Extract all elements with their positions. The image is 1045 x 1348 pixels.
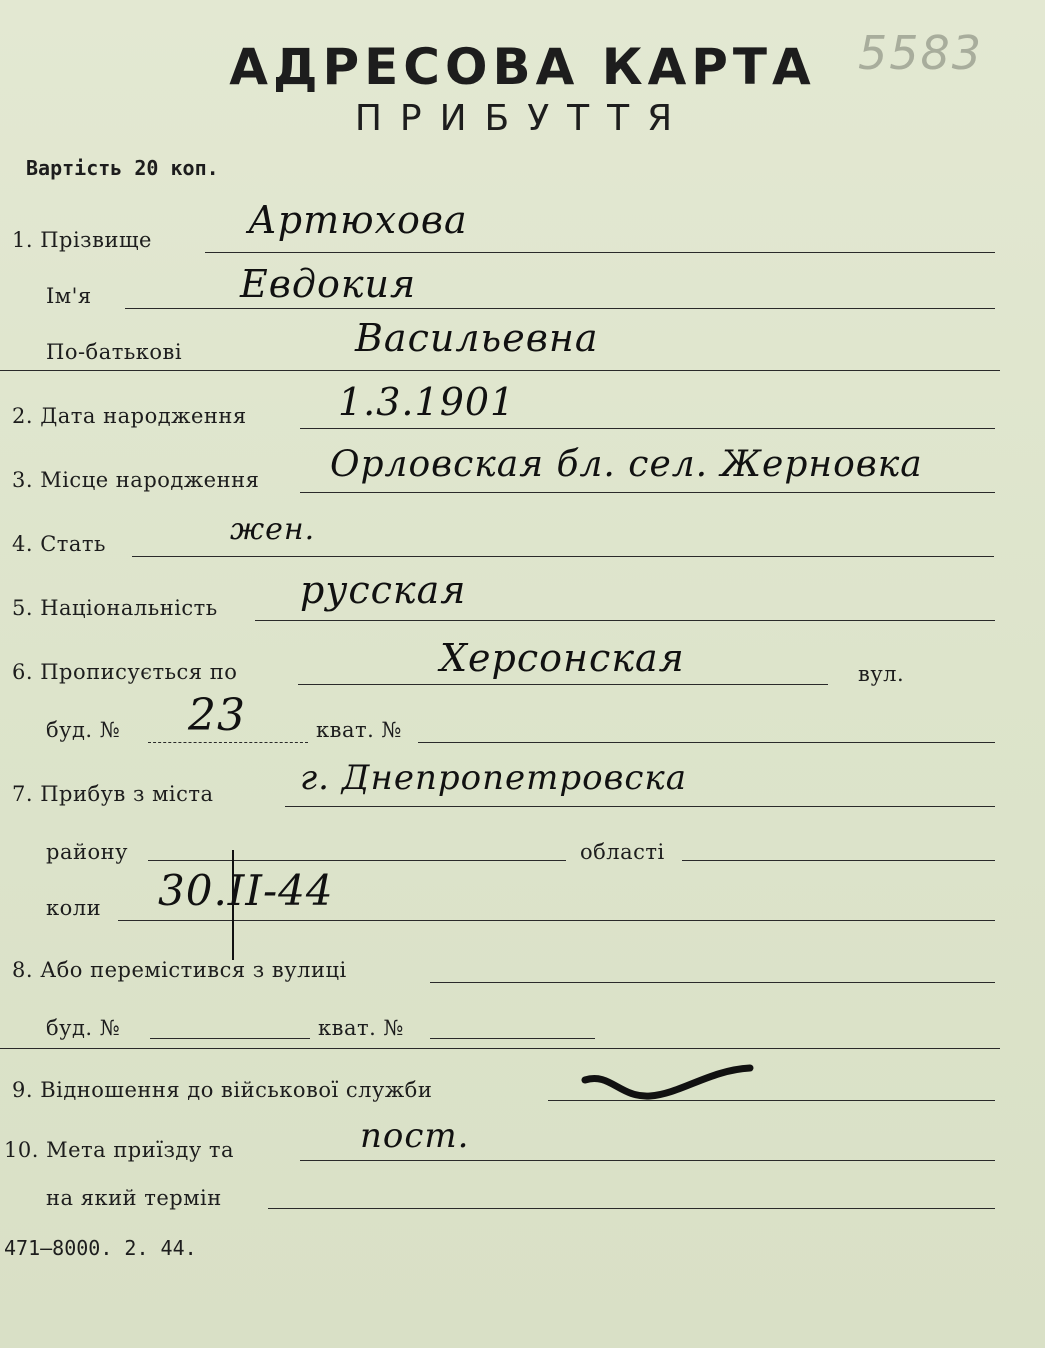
purpose-value: пост. bbox=[360, 1116, 470, 1156]
birth-date-line bbox=[300, 428, 995, 429]
nationality-value: русская bbox=[300, 568, 467, 612]
birth-place-label: 3. Місце народження bbox=[12, 468, 260, 492]
archive-number: 5583 bbox=[858, 26, 984, 80]
when-value: 30.II-44 bbox=[158, 866, 334, 915]
region-line bbox=[682, 860, 995, 861]
purpose-label: 10. Мета приїзду та bbox=[4, 1138, 235, 1162]
district-label: району bbox=[46, 840, 128, 864]
apt-line bbox=[418, 742, 995, 743]
purpose-line bbox=[300, 1160, 995, 1161]
term-label: на який термін bbox=[46, 1186, 222, 1210]
sex-value: жен. bbox=[230, 512, 316, 547]
sex-label: 4. Стать bbox=[12, 532, 106, 556]
street-suffix: вул. bbox=[858, 662, 905, 686]
moved-from-line bbox=[430, 982, 995, 983]
arrived-from-line bbox=[285, 806, 995, 807]
name-label: Ім'я bbox=[46, 284, 92, 308]
print-code: 471—8000. 2. 44. bbox=[4, 1236, 197, 1260]
building2-label: буд. № bbox=[46, 1016, 121, 1040]
building-value: 23 bbox=[188, 690, 246, 741]
building-line bbox=[148, 742, 308, 743]
apt-label: кват. № bbox=[316, 718, 402, 742]
nationality-line bbox=[255, 620, 995, 621]
name-value: Евдокия bbox=[240, 262, 417, 306]
building2-line bbox=[150, 1038, 310, 1039]
region-label: області bbox=[580, 840, 665, 864]
building-label: буд. № bbox=[46, 718, 121, 742]
birth-place-value: Орловская бл. сел. Жерновка bbox=[330, 444, 923, 485]
arrived-from-label: 7. Прибув з міста bbox=[12, 782, 214, 806]
pen-mark bbox=[232, 850, 234, 960]
name-line bbox=[125, 308, 995, 309]
birth-place-line bbox=[300, 492, 995, 493]
military-line bbox=[548, 1100, 995, 1101]
apt2-line bbox=[430, 1038, 595, 1039]
price-label: Вартість 20 коп. bbox=[26, 156, 219, 180]
surname-label: 1. Прізвище bbox=[12, 228, 152, 252]
birth-date-label: 2. Дата народження bbox=[12, 404, 247, 428]
patronymic-value: Васильевна bbox=[355, 316, 599, 360]
patronymic-label: По-батькові bbox=[46, 340, 183, 364]
patronymic-line bbox=[0, 370, 1000, 371]
sex-line bbox=[132, 556, 994, 557]
card-title: АДРЕСОВА КАРТА bbox=[229, 38, 816, 96]
surname-line bbox=[205, 252, 995, 253]
moved-from-label: 8. Або перемістився з вулиці bbox=[12, 958, 347, 982]
district-line bbox=[148, 860, 566, 861]
arrived-from-value: г. Днепропетровска bbox=[300, 758, 687, 798]
apt2-label: кват. № bbox=[318, 1016, 404, 1040]
nationality-label: 5. Національність bbox=[12, 596, 218, 620]
registered-value: Херсонская bbox=[440, 636, 685, 680]
when-line bbox=[118, 920, 995, 921]
term-line bbox=[268, 1208, 995, 1209]
military-label: 9. Відношення до військової служби bbox=[12, 1078, 433, 1102]
birth-date-value: 1.3.1901 bbox=[338, 380, 516, 424]
surname-value: Артюхова bbox=[248, 198, 468, 242]
registered-line bbox=[298, 684, 828, 685]
when-label: коли bbox=[46, 896, 102, 920]
registered-label: 6. Прописується по bbox=[12, 660, 238, 684]
section-divider bbox=[0, 1048, 1000, 1049]
card-subtitle: ПРИБУТТЯ bbox=[354, 98, 691, 139]
